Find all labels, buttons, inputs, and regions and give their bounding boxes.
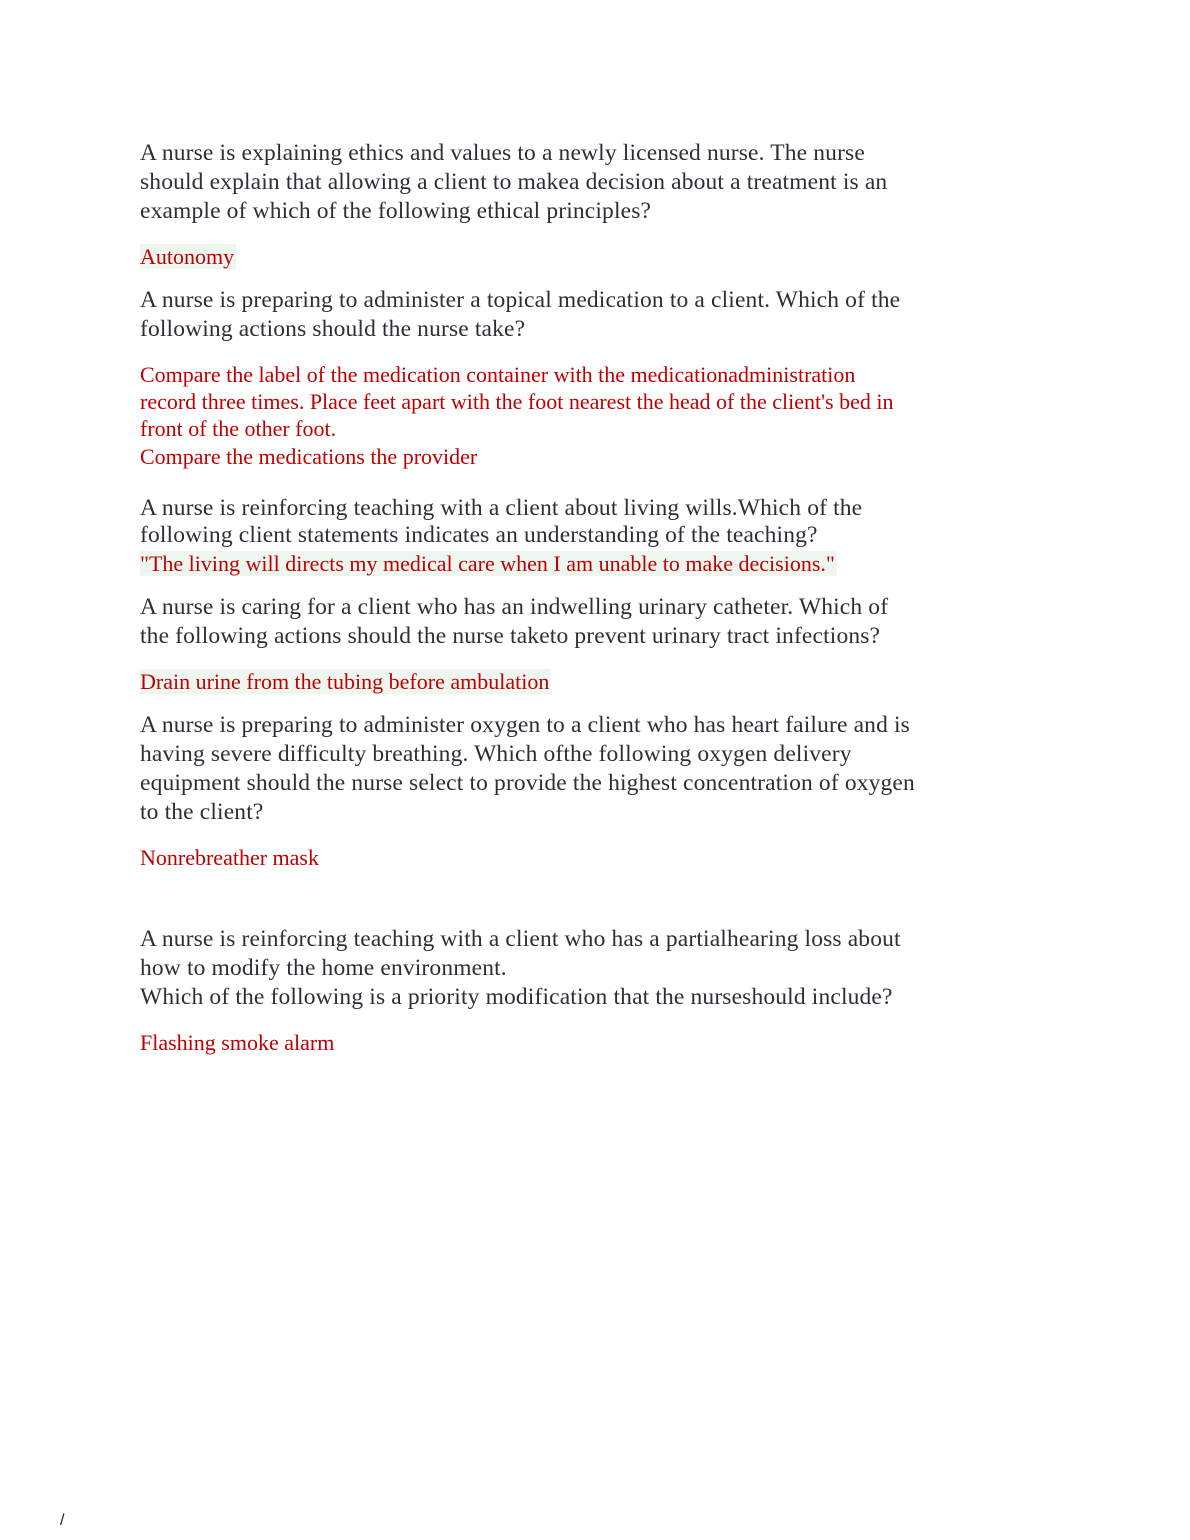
question-line: to the client? [140, 799, 264, 825]
question-line: the following actions should the nurse taketo prevent urinary tract infections? [140, 623, 881, 649]
question-line: A nurse is reinforcing teaching with a client about living wills.Which of the [140, 495, 863, 521]
answer-line: Compare the label of the medication container with the medicationadministration [140, 362, 856, 387]
answer-line: "The living will directs my medical care when I am unable to make decisions." [140, 551, 835, 576]
question-line: having severe difficulty breathing. Which ofthe following oxygen delivery [140, 741, 852, 767]
question-6 [140, 925, 1060, 1012]
footer-mark: / [60, 1512, 65, 1529]
answer-line: Flashing smoke alarm [140, 1030, 335, 1055]
question-line: A nurse is explaining ethics and values to a newly licensed nurse. The nurse [140, 140, 865, 166]
answer-1 [140, 243, 1060, 270]
question-line: A nurse is reinforcing teaching with a client who has a partialhearing loss about [140, 926, 901, 952]
question-line: Which of the following is a priority modification that the nurseshould include? [140, 984, 893, 1010]
answer-5 [140, 844, 1060, 871]
question-1 [140, 139, 1060, 226]
question-line: A nurse is preparing to administer a topical medication to a client. Which of the [140, 287, 901, 313]
answer-3 [140, 550, 1060, 577]
question-2 [140, 286, 1060, 344]
answer-4 [140, 668, 1060, 695]
answer-line: Autonomy [140, 244, 235, 269]
answer-line: Nonrebreather mask [140, 845, 319, 870]
question-3 [140, 495, 1060, 549]
question-4 [140, 593, 1060, 651]
question-line: following client statements indicates an understanding of the teaching? [140, 522, 818, 548]
answer-line: record three times. Place feet apart with the foot nearest the head of the client's bed in [140, 389, 894, 414]
question-line: example of which of the following ethical principles? [140, 198, 652, 224]
question-line: how to modify the home environment. [140, 955, 507, 981]
question-5 [140, 711, 1060, 827]
question-line: should explain that allowing a client to makea decision about a treatment is an [140, 169, 888, 195]
answer-6 [140, 1029, 1060, 1056]
question-line: A nurse is caring for a client who has an indwelling urinary catheter. Which of [140, 594, 889, 620]
answer-line: Compare the medications the provider [140, 444, 478, 469]
answer-line: front of the other foot. [140, 416, 337, 441]
answer-line: Drain urine from the tubing before ambulation [140, 669, 550, 694]
answer-2 [140, 361, 1060, 470]
question-line: following actions should the nurse take? [140, 316, 526, 342]
question-line: equipment should the nurse select to provide the highest concentration of oxygen [140, 770, 915, 796]
question-line: A nurse is preparing to administer oxygen to a client who has heart failure and is [140, 712, 910, 738]
